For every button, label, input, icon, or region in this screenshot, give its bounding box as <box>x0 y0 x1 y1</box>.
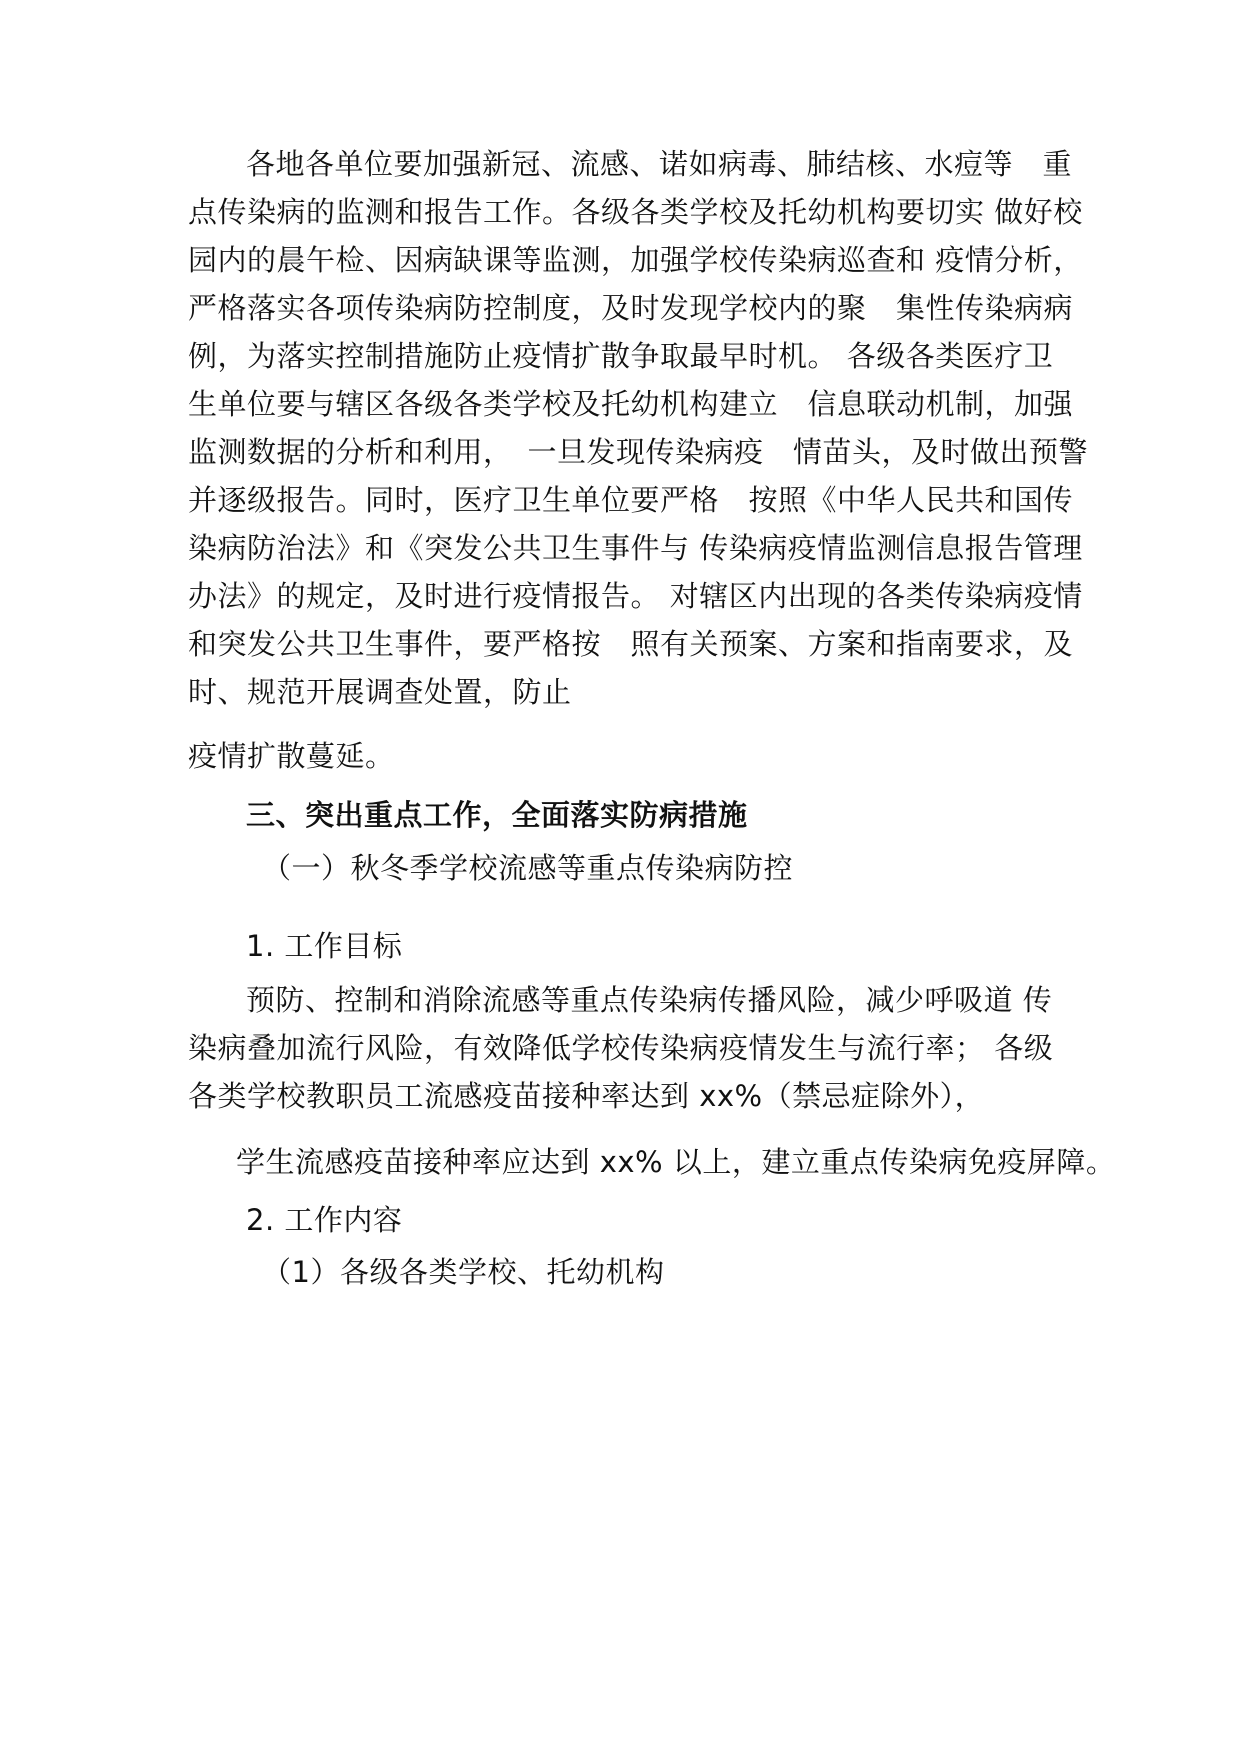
paragraph-line: 园内的晨午检、因病缺课等监测，加强学校传染病巡查和 疫情分析， <box>188 243 1083 277</box>
paragraph-tail: 学生流感疫苗接种率应达到 xx% 以上，建立重点传染病免疫屏障。 <box>236 1145 1116 1179</box>
paragraph-line: 预防、控制和消除流感等重点传染病传播风险，减少呼吸道 传 <box>246 983 1053 1017</box>
item-title: 1. 工作目标 <box>246 929 403 963</box>
paragraph-line: 生单位要与辖区各级各类学校及托幼机构建立 信息联动机制，加强 <box>188 387 1074 421</box>
paragraph-line: 时、规范开展调查处置，防止 <box>188 675 572 709</box>
paragraph-line: 各地各单位要加强新冠、流感、诺如病毒、肺结核、水痘等 重 <box>246 147 1073 181</box>
paragraph-line: 和突发公共卫生事件，要严格按 照有关预案、方案和指南要求，及 <box>188 627 1074 661</box>
paragraph-tail: 疫情扩散蔓延。 <box>188 739 395 773</box>
paragraph-line: 并逐级报告。同时，医疗卫生单位要严格 按照《中华人民共和国传 <box>188 483 1074 517</box>
subsection-heading: （一）秋冬季学校流感等重点传染病防控 <box>262 851 794 885</box>
paragraph-line: 严格落实各项传染病防控制度，及时发现学校内的聚 集性传染病病 <box>188 291 1074 325</box>
paragraph-line: 点传染病的监测和报告工作。各级各类学校及托幼机构要切实 做好校 <box>188 195 1083 229</box>
paragraph-line: 监测数据的分析和利用， 一旦发现传染病疫 情苗头，及时做出预警 <box>188 435 1089 469</box>
paragraph-line: 各类学校教职员工流感疫苗接种率达到 xx%（禁忌症除外）， <box>188 1079 985 1113</box>
paragraph-line: 染病叠加流行风险，有效降低学校传染病疫情发生与流行率； 各级 <box>188 1031 1054 1065</box>
paragraph-line: 染病防治法》和《突发公共卫生事件与 传染病疫情监测信息报告管理 <box>188 531 1083 565</box>
section-heading: 三、突出重点工作，全面落实防病措施 <box>246 798 748 832</box>
paragraph-line: 例，为落实控制措施防止疫情扩散争取最早时机。 各级各类医疗卫 <box>188 339 1054 373</box>
item-title: 2. 工作内容 <box>246 1203 403 1237</box>
paragraph-line: 办法》的规定，及时进行疫情报告。 对辖区内出现的各类传染病疫情 <box>188 579 1083 613</box>
subitem-title: （1）各级各类学校、托幼机构 <box>262 1255 665 1289</box>
